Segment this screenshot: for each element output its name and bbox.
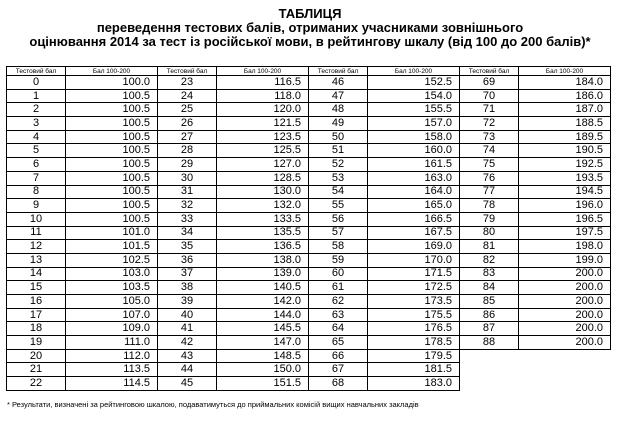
scale-score-cell: 197.5 [519, 226, 611, 240]
test-score-cell: 34 [158, 226, 217, 240]
test-score-cell: 78 [460, 199, 519, 213]
scale-score-cell: 100.5 [66, 130, 158, 144]
scale-score-cell: 100.5 [66, 89, 158, 103]
scale-score-cell: 102.5 [66, 253, 158, 267]
test-score-cell: 62 [309, 295, 368, 309]
scale-score-cell: 196.0 [519, 199, 611, 213]
test-score-cell: 36 [158, 253, 217, 267]
table-row [7, 308, 611, 322]
test-score-cell: 43 [158, 349, 217, 363]
test-score-cell: 35 [158, 240, 217, 254]
conversion-table [6, 66, 611, 391]
scale-score-cell: 200.0 [519, 295, 611, 309]
test-score-cell: 45 [158, 377, 217, 391]
scale-score-cell: 163.0 [368, 171, 460, 185]
test-score-cell: 68 [309, 377, 368, 391]
scale-score-cell: 176.5 [368, 322, 460, 336]
scale-score-cell: 166.5 [368, 212, 460, 226]
test-score-cell: 54 [309, 185, 368, 199]
test-score-cell: 47 [309, 89, 368, 103]
test-score-cell: 24 [158, 89, 217, 103]
scale-score-cell: 133.5 [217, 212, 309, 226]
header-test-score: Тестовий бал [309, 67, 368, 76]
scale-score-cell: 186.0 [519, 89, 611, 103]
test-score-cell: 18 [7, 322, 66, 336]
test-score-cell: 73 [460, 130, 519, 144]
test-score-cell: 81 [460, 240, 519, 254]
scale-score-cell: 172.5 [368, 281, 460, 295]
table-row [7, 226, 611, 240]
footnote: * Результати, визначені за рейтинговою шкалою, подаватимуться до приймальних комісій вищих навчальних закладів [7, 400, 419, 409]
scale-score-cell: 101.5 [66, 240, 158, 254]
empty-cell [460, 349, 519, 363]
test-score-cell: 86 [460, 308, 519, 322]
scale-score-cell: 105.0 [66, 295, 158, 309]
test-score-cell: 11 [7, 226, 66, 240]
scale-score-cell: 187.0 [519, 103, 611, 117]
test-score-cell: 53 [309, 171, 368, 185]
test-score-cell: 20 [7, 349, 66, 363]
table-row [7, 363, 611, 377]
test-score-cell: 70 [460, 89, 519, 103]
scale-score-cell: 113.5 [66, 363, 158, 377]
table-row [7, 76, 611, 90]
header-scale-score: Бал 100-200 [519, 67, 611, 76]
test-score-cell: 87 [460, 322, 519, 336]
test-score-cell: 61 [309, 281, 368, 295]
scale-score-cell: 135.5 [217, 226, 309, 240]
test-score-cell: 9 [7, 199, 66, 213]
test-score-cell: 32 [158, 199, 217, 213]
table-row [7, 336, 611, 350]
scale-score-cell: 184.0 [519, 76, 611, 90]
scale-score-cell: 169.0 [368, 240, 460, 254]
scale-score-cell: 158.0 [368, 130, 460, 144]
scale-score-cell: 189.5 [519, 130, 611, 144]
scale-score-cell: 200.0 [519, 281, 611, 295]
scale-score-cell: 193.5 [519, 171, 611, 185]
scale-score-cell: 100.5 [66, 185, 158, 199]
table-row [7, 144, 611, 158]
scale-score-cell: 100.5 [66, 103, 158, 117]
scale-score-cell: 164.0 [368, 185, 460, 199]
scale-score-cell: 100.5 [66, 212, 158, 226]
scale-score-cell: 101.0 [66, 226, 158, 240]
scale-score-cell: 198.0 [519, 240, 611, 254]
test-score-cell: 5 [7, 144, 66, 158]
scale-score-cell: 121.5 [217, 117, 309, 131]
test-score-cell: 52 [309, 158, 368, 172]
subtitle-line: переведення тестових балів, отриманих учасниками зовнішнього [96, 20, 524, 35]
scale-score-cell: 109.0 [66, 322, 158, 336]
document-title: ТАБЛИЦЯ [278, 6, 342, 21]
table-row [7, 158, 611, 172]
table-row [7, 103, 611, 117]
test-score-cell: 26 [158, 117, 217, 131]
table-row [7, 130, 611, 144]
test-score-cell: 64 [309, 322, 368, 336]
test-score-cell: 56 [309, 212, 368, 226]
scale-score-cell: 199.0 [519, 253, 611, 267]
scale-score-cell: 194.5 [519, 185, 611, 199]
scale-score-cell: 139.0 [217, 267, 309, 281]
scale-score-cell: 123.5 [217, 130, 309, 144]
test-score-cell: 23 [158, 76, 217, 90]
scale-score-cell: 118.0 [217, 89, 309, 103]
test-score-cell: 6 [7, 158, 66, 172]
scale-score-cell: 136.5 [217, 240, 309, 254]
table-header-row [7, 67, 611, 76]
table-row [7, 199, 611, 213]
test-score-cell: 83 [460, 267, 519, 281]
scale-score-cell: 120.0 [217, 103, 309, 117]
scale-score-cell: 138.0 [217, 253, 309, 267]
empty-cell [460, 377, 519, 391]
test-score-cell: 4 [7, 130, 66, 144]
scale-score-cell: 100.0 [66, 76, 158, 90]
test-score-cell: 85 [460, 295, 519, 309]
test-score-cell: 12 [7, 240, 66, 254]
subtitle-line: оцінювання 2014 за тест із російської мови, в рейтингову шкалу (від 100 до 200 балів)* [29, 33, 591, 49]
scale-score-cell: 188.5 [519, 117, 611, 131]
scale-score-cell: 103.5 [66, 281, 158, 295]
scale-score-cell: 157.0 [368, 117, 460, 131]
scale-score-cell: 103.0 [66, 267, 158, 281]
scale-score-cell: 114.5 [66, 377, 158, 391]
scale-score-cell: 151.5 [217, 377, 309, 391]
test-score-cell: 48 [309, 103, 368, 117]
document-subtitle [0, 21, 620, 48]
test-score-cell: 0 [7, 76, 66, 90]
test-score-cell: 82 [460, 253, 519, 267]
test-score-cell: 37 [158, 267, 217, 281]
test-score-cell: 50 [309, 130, 368, 144]
table-row [7, 117, 611, 131]
test-score-cell: 1 [7, 89, 66, 103]
test-score-cell: 31 [158, 185, 217, 199]
test-score-cell: 80 [460, 226, 519, 240]
test-score-cell: 14 [7, 267, 66, 281]
test-score-cell: 71 [460, 103, 519, 117]
table-row [7, 89, 611, 103]
test-score-cell: 16 [7, 295, 66, 309]
scale-score-cell: 100.5 [66, 171, 158, 185]
scale-score-cell: 100.5 [66, 199, 158, 213]
test-score-cell: 77 [460, 185, 519, 199]
header-test-score: Тестовий бал [158, 67, 217, 76]
scale-score-cell: 147.0 [217, 336, 309, 350]
scale-score-cell: 125.5 [217, 144, 309, 158]
test-score-cell: 29 [158, 158, 217, 172]
scale-score-cell: 178.5 [368, 336, 460, 350]
test-score-cell: 79 [460, 212, 519, 226]
scale-score-cell: 155.5 [368, 103, 460, 117]
test-score-cell: 49 [309, 117, 368, 131]
scale-score-cell: 112.0 [66, 349, 158, 363]
test-score-cell: 2 [7, 103, 66, 117]
test-score-cell: 8 [7, 185, 66, 199]
scale-score-cell: 190.5 [519, 144, 611, 158]
scale-score-cell: 181.5 [368, 363, 460, 377]
test-score-cell: 13 [7, 253, 66, 267]
test-score-cell: 7 [7, 171, 66, 185]
scale-score-cell: 170.0 [368, 253, 460, 267]
test-score-cell: 17 [7, 308, 66, 322]
table-row [7, 267, 611, 281]
scale-score-cell: 148.5 [217, 349, 309, 363]
test-score-cell: 46 [309, 76, 368, 90]
scale-score-cell: 192.5 [519, 158, 611, 172]
table-row [7, 185, 611, 199]
table-row [7, 253, 611, 267]
test-score-cell: 27 [158, 130, 217, 144]
scale-score-cell: 127.0 [217, 158, 309, 172]
empty-cell [460, 363, 519, 377]
scale-score-cell: 128.5 [217, 171, 309, 185]
test-score-cell: 42 [158, 336, 217, 350]
test-score-cell: 30 [158, 171, 217, 185]
scale-score-cell: 171.5 [368, 267, 460, 281]
header-scale-score: Бал 100-200 [368, 67, 460, 76]
scale-score-cell: 173.5 [368, 295, 460, 309]
table-row [7, 322, 611, 336]
scale-score-cell: 152.5 [368, 76, 460, 90]
scale-score-cell: 100.5 [66, 117, 158, 131]
scale-score-cell: 144.0 [217, 308, 309, 322]
test-score-cell: 58 [309, 240, 368, 254]
table-row [7, 171, 611, 185]
scale-score-cell: 154.0 [368, 89, 460, 103]
scale-score-cell: 179.5 [368, 349, 460, 363]
table-row [7, 295, 611, 309]
test-score-cell: 67 [309, 363, 368, 377]
test-score-cell: 59 [309, 253, 368, 267]
table-row [7, 240, 611, 254]
test-score-cell: 74 [460, 144, 519, 158]
empty-cell [519, 349, 611, 363]
scale-score-cell: 200.0 [519, 308, 611, 322]
test-score-cell: 69 [460, 76, 519, 90]
test-score-cell: 60 [309, 267, 368, 281]
test-score-cell: 41 [158, 322, 217, 336]
empty-cell [519, 377, 611, 391]
scale-score-cell: 111.0 [66, 336, 158, 350]
scale-score-cell: 196.5 [519, 212, 611, 226]
header-test-score: Тестовий бал [7, 67, 66, 76]
test-score-cell: 28 [158, 144, 217, 158]
scale-score-cell: 130.0 [217, 185, 309, 199]
scale-score-cell: 145.5 [217, 322, 309, 336]
scale-score-cell: 140.5 [217, 281, 309, 295]
test-score-cell: 44 [158, 363, 217, 377]
scale-score-cell: 132.0 [217, 199, 309, 213]
scale-score-cell: 150.0 [217, 363, 309, 377]
test-score-cell: 15 [7, 281, 66, 295]
header-scale-score: Бал 100-200 [66, 67, 158, 76]
scale-score-cell: 167.5 [368, 226, 460, 240]
scale-score-cell: 183.0 [368, 377, 460, 391]
scale-score-cell: 175.5 [368, 308, 460, 322]
test-score-cell: 22 [7, 377, 66, 391]
scale-score-cell: 200.0 [519, 267, 611, 281]
test-score-cell: 65 [309, 336, 368, 350]
test-score-cell: 88 [460, 336, 519, 350]
header-test-score: Тестовий бал [460, 67, 519, 76]
test-score-cell: 40 [158, 308, 217, 322]
test-score-cell: 75 [460, 158, 519, 172]
scale-score-cell: 116.5 [217, 76, 309, 90]
scale-score-cell: 100.5 [66, 158, 158, 172]
test-score-cell: 3 [7, 117, 66, 131]
empty-cell [519, 363, 611, 377]
scale-score-cell: 200.0 [519, 336, 611, 350]
scale-score-cell: 165.0 [368, 199, 460, 213]
test-score-cell: 84 [460, 281, 519, 295]
table-row [7, 212, 611, 226]
scale-score-cell: 160.0 [368, 144, 460, 158]
test-score-cell: 10 [7, 212, 66, 226]
test-score-cell: 38 [158, 281, 217, 295]
test-score-cell: 51 [309, 144, 368, 158]
table-row [7, 349, 611, 363]
scale-score-cell: 200.0 [519, 322, 611, 336]
test-score-cell: 33 [158, 212, 217, 226]
test-score-cell: 63 [309, 308, 368, 322]
table-row [7, 377, 611, 391]
table-body [7, 76, 611, 391]
test-score-cell: 66 [309, 349, 368, 363]
table-row [7, 281, 611, 295]
test-score-cell: 57 [309, 226, 368, 240]
header-scale-score: Бал 100-200 [217, 67, 309, 76]
scale-score-cell: 100.5 [66, 144, 158, 158]
scale-score-cell: 142.0 [217, 295, 309, 309]
test-score-cell: 21 [7, 363, 66, 377]
scale-score-cell: 107.0 [66, 308, 158, 322]
test-score-cell: 19 [7, 336, 66, 350]
test-score-cell: 39 [158, 295, 217, 309]
test-score-cell: 25 [158, 103, 217, 117]
test-score-cell: 76 [460, 171, 519, 185]
scale-score-cell: 161.5 [368, 158, 460, 172]
test-score-cell: 55 [309, 199, 368, 213]
test-score-cell: 72 [460, 117, 519, 131]
